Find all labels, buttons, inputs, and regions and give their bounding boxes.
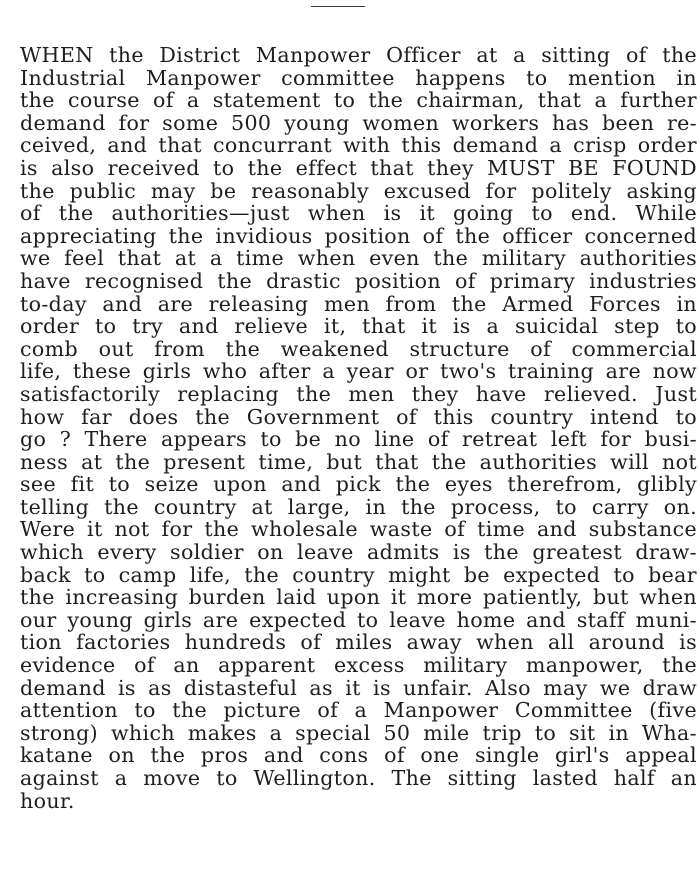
article-line: Were it not for the wholesale waste of time and substance: [20, 517, 697, 542]
editorial-article: [20, 44, 697, 812]
article-line: the public may be reasonably excused for politely asking: [20, 178, 697, 203]
article-line: go ? There appears to be no line of retreat left for busi-: [20, 427, 697, 452]
article-line: against a move to Wellington. The sitting lasted half an: [20, 766, 697, 790]
article-line: have recognised the drastic position of primary industries: [20, 268, 697, 293]
article-line: we feel that at a time when even the military authorities: [20, 246, 697, 271]
article-line: evidence of an apparent excess military manpower, the: [20, 653, 697, 678]
article-line: to-day and are releasing men from the Armed Forces in: [20, 291, 697, 316]
article-line: WHEN the District Manpower Officer at a sitting of the: [20, 43, 697, 67]
article-line: telling the country at large, in the process, to carry on.: [20, 494, 697, 519]
article-line: demand for some 500 young women workers has been re-: [20, 110, 697, 135]
article-line: which every soldier on leave admits is the greatest draw-: [20, 540, 697, 565]
article-line: ceived, and that concurrant with this demand a crisp order: [20, 133, 697, 158]
article-line: see fit to seize upon and pick the eyes therefrom, glibly: [20, 472, 697, 497]
article-line: comb out from the weakened structure of commercial: [20, 336, 697, 361]
article-line: attention to the picture of a Manpower Committee (five: [20, 698, 697, 723]
article-line: is also received to the effect that they MUST BE FOUND: [20, 155, 697, 180]
article-line: satisfactorily replacing the men they have relieved. Just: [20, 381, 697, 406]
article-line: the increasing burden laid upon it more patiently, but when: [20, 585, 697, 610]
article-line: order to try and relieve it, that it is a suicidal step to: [20, 314, 697, 339]
article-line: back to camp life, the country might be expected to bear: [20, 562, 697, 587]
article-line: how far does the Government of this country intend to: [20, 404, 697, 429]
article-line: demand is as distasteful as it is unfair. Also may we draw: [20, 675, 697, 700]
article-line: appreciating the invidious position of the officer concerned: [20, 223, 697, 248]
article-line: the course of a statement to the chairman, that a further: [20, 88, 697, 113]
article-line: of the authorities—just when is it going to end. While: [20, 201, 697, 226]
article-line: ness at the present time, but that the authorities will not: [20, 449, 697, 474]
article-line: Industrial Manpower committee happens to mention in: [20, 65, 697, 90]
article-line: strong) which makes a special 50 mile trip to sit in Wha-: [20, 720, 697, 745]
article-line: our young girls are expected to leave home and staff muni-: [20, 607, 697, 632]
article-line: life, these girls who after a year or two's training are now: [20, 359, 697, 384]
article-line: hour.: [20, 788, 75, 813]
top-divider-rule: [311, 6, 365, 7]
article-line: tion factories hundreds of miles away when all around is: [20, 630, 697, 655]
article-line: katane on the pros and cons of one single girl's appeal: [20, 743, 697, 768]
